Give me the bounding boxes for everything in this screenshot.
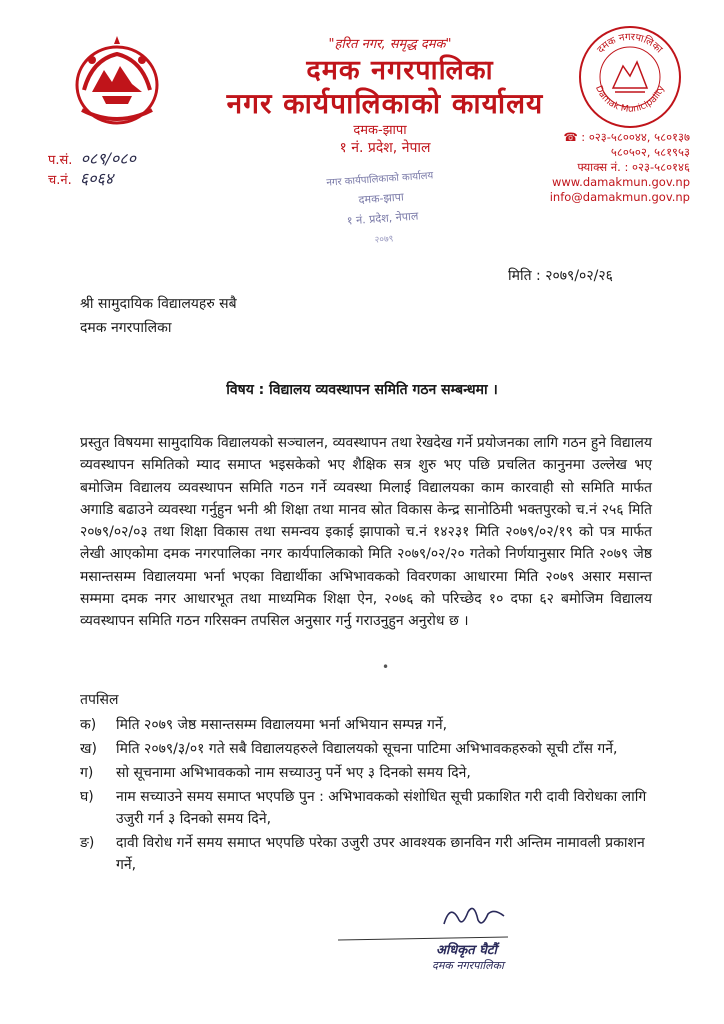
stamp-line3: १ नं. प्रदेश, नेपाल — [346, 209, 419, 228]
municipality-seal-icon — [575, 22, 685, 132]
email-link[interactable]: info@damakmun.gov.np — [549, 190, 690, 204]
separator-dot: • — [382, 660, 390, 674]
item-mark: ख) — [80, 741, 97, 757]
cn-row — [48, 170, 136, 190]
item-text: मिति २०७९ जेष्ठ मसान्तसम्म विद्यालयमा भर्ना अभियान सम्पन्न गर्ने, — [116, 717, 448, 733]
letter-date: मिति : २०७९/०२/२६ — [508, 268, 613, 284]
addressee — [80, 292, 237, 340]
website-link[interactable]: www.damakmun.gov.np — [552, 175, 690, 189]
svg-text:दमक नगरपालिका — [595, 32, 664, 56]
ps-value: ०८९/०८० — [80, 149, 136, 168]
nepal-emblem-icon — [62, 30, 172, 132]
contact-block — [540, 130, 690, 205]
phone-value1: ०२३-५८००४४, ५८०१३७ — [588, 130, 690, 144]
signature-icon — [440, 898, 510, 938]
org-name: दमक नगरपालिका — [306, 55, 494, 86]
fax-label: फ्याक्स नं. : — [577, 160, 629, 174]
list-item — [80, 738, 660, 760]
list-item — [80, 786, 660, 830]
address-line2: १ नं. प्रदेश, नेपाल — [339, 140, 431, 156]
reference-numbers — [48, 150, 136, 190]
list-item — [80, 714, 660, 736]
item-text: नाम सच्याउने समय समाप्त भएपछि पुन : अभिभावकको संशोधित सूची प्रकाशित गरी दावी विरोधका लागि उजुरी गर्न ३ दिनको समय दिने, — [116, 789, 647, 827]
addressee-line2: दमक नगरपालिका — [80, 320, 172, 336]
seal-text-np: दमक नगरपालिका — [595, 31, 665, 56]
office-name: नगर कार्यपालिकाको कार्यालय — [226, 87, 544, 120]
item-text: सो सूचनामा अभिभावकको नाम सच्याउनु पर्ने भए ३ दिनको समय दिने, — [116, 765, 471, 781]
address-line1: दमक-झापा — [353, 123, 407, 138]
tapasil-list — [80, 714, 660, 878]
item-text: दावी विरोध गर्ने समय समाप्त भएपछि परेका उजुरी उपर आवश्यक छानविन गरी अन्तिम नामावली प्रकाशन गर्ने, — [116, 835, 645, 873]
phone-line2: ५८०५०२, ५८१९५३ — [610, 145, 690, 159]
body-paragraph: प्रस्तुत विषयमा सामुदायिक विद्यालयको सञ्चालन, व्यवस्थापन तथा रेखदेख गर्ने प्रयोजनका लागि गठन हुने विद्यालय व्यवस्थापन समितिको म्याद समाप्त भइसकेको भए शैक्षिक सत्र शुरु भए पछि प्रचलित कानुनमा उल्लेख भए बमोजिम विद्यालय व्यवस्थापन समिति गठन गर्ने व्यवस्था मिलाई विद्यालयका काम कारवाही सो समिति मार्फत अगाडि बढाउने व्यवस्था गर्नुहुन भनी श्री शिक्षा तथा मानव स्रोत विकास केन्द्र सानोठिमी भक्तपुरको च.नं २५६ मिति २०७९/०२/०३ तथा शिक्षा विकास तथा समन्वय इकाई झापाको च.नं १४२३१ मिति २०७९/०२/१९ को पत्र मार्फत लेखी आएकोमा दमक नगरपालिका नगर कार्यपालिकाको मिति २०७९/०२/२० गतेको निर्णयानुसार मिति २०७९ जेष्ठ मसान्तसम्म विद्यालयमा भर्ना भएका विद्यार्थीका अभिभावकको विवरणका आधारमा मिति २०७९ असार मसान्त सम्ममा दमक नगर आधारभूत तथा माध्यमिक शिक्षा ऐन, २०७६ को परिच्छेद १० दफा ६२ बमोजिम विद्यालय व्यवस्थापन समिति गठन गरिसक्न तपसिल अनुसार गर्नु गराउनुहुन अनुरोध छ । — [80, 435, 652, 630]
list-item — [80, 762, 660, 784]
addressee-line1: श्री सामुदायिक विद्यालयहरु सबै — [80, 296, 237, 312]
item-mark: क) — [80, 717, 97, 733]
item-text: मिति २०७९/३/०१ गते सबै विद्यालयहरुले विद्यालयको सूचना पाटिमा अभिभावकहरुको सूची टाँस गर्ने, — [116, 741, 618, 757]
signer-title: दमक नगरपालिका — [432, 959, 504, 972]
signer-name: अधिकृत घैटौं — [436, 943, 497, 958]
fax-line — [540, 160, 690, 175]
fax-value: ०२३-५८०१४६ — [632, 160, 690, 174]
slogan: "हरित नगर, समृद्ध दमक" — [328, 37, 452, 52]
cn-value: ६०६४ — [79, 169, 114, 188]
tapasil-heading: तपसिल — [80, 692, 119, 708]
cn-label: च.नं. — [48, 173, 72, 188]
ps-label: प.सं. — [48, 153, 73, 168]
subject-line: विषय : विद्यालय व्यवस्थापन समिति गठन सम्बन्धमा । — [226, 382, 498, 398]
phone-line1 — [540, 130, 690, 145]
phone-label: ☎ : — [563, 130, 586, 144]
stamp-line4: २०७९ — [374, 234, 394, 246]
item-mark: ग) — [80, 765, 94, 781]
stamp-line1: नगर कार्यपालिकाको कार्यालय — [326, 170, 434, 189]
stamp-line2: दमक-झापा — [358, 190, 405, 207]
list-item — [80, 832, 660, 876]
seal-text-en: Damak Municipality — [592, 84, 667, 115]
office-stamp-icon — [322, 160, 442, 260]
item-mark: ङ) — [80, 835, 95, 851]
item-mark: घ) — [80, 789, 94, 805]
ps-row — [48, 150, 136, 170]
